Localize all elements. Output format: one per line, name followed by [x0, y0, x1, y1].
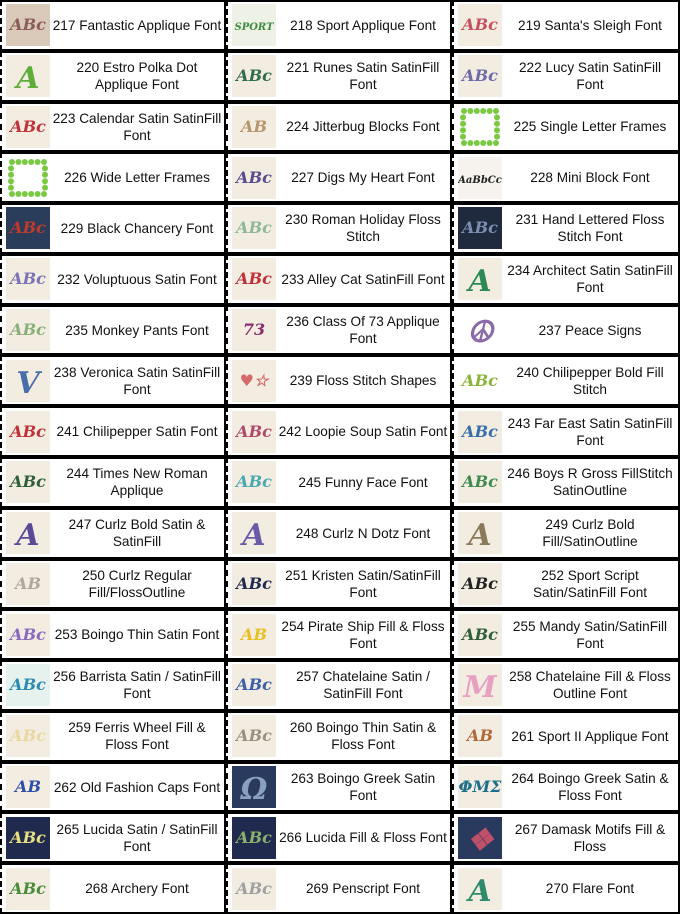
sport-applique-thumbnail-icon: [232, 4, 276, 46]
svg-text:A: A: [16, 518, 40, 554]
font-catalog-item[interactable]: [226, 609, 452, 660]
times-new-roman-abc-thumbnail-icon: [6, 461, 50, 503]
svg-text:ABc: ABc: [10, 269, 46, 289]
font-catalog-item[interactable]: [452, 762, 680, 813]
boingo-floss-abc-thumbnail-icon: [232, 715, 276, 757]
santas-sleigh-thumbnail-icon: [458, 4, 502, 46]
svg-text:ABc: ABc: [462, 370, 498, 390]
font-catalog-item[interactable]: [452, 711, 680, 762]
penscript-abc-thumbnail-icon: [232, 868, 276, 910]
font-item-label: 261 Sport II Applique Font: [511, 728, 669, 744]
font-item-label: 239 Floss Stitch Shapes: [289, 373, 437, 389]
monkey-pants-thumbnail-icon: [6, 309, 50, 351]
font-catalog-item[interactable]: [452, 508, 680, 559]
svg-text:ABc: ABc: [10, 421, 46, 441]
far-east-thumbnail-icon: [458, 411, 502, 453]
font-item-label: 238 Veronica Satin SatinFill Font: [53, 364, 221, 397]
font-catalog-item[interactable]: [0, 203, 226, 254]
font-item-label: 235 Monkey Pants Font: [65, 322, 209, 338]
font-catalog-item[interactable]: [226, 711, 452, 762]
font-catalog-item[interactable]: [0, 305, 226, 356]
voluptuous-abc-thumbnail-icon: [6, 258, 50, 300]
font-item-label: 242 Loopie Soup Satin Font: [278, 424, 448, 440]
font-catalog-item[interactable]: [226, 559, 452, 610]
font-item-label: 269 Penscript Font: [305, 881, 421, 897]
font-catalog-item[interactable]: [452, 51, 680, 102]
peace-signs-thumbnail-icon: [458, 309, 502, 351]
font-item-label: 251 Kristen Satin/SatinFill Font: [285, 567, 441, 600]
font-item-label: 259 Ferris Wheel Fill & Floss Font: [68, 720, 206, 753]
font-item-label: 262 Old Fashion Caps Font: [53, 779, 221, 795]
svg-text:ABc: ABc: [10, 116, 46, 136]
font-catalog-item[interactable]: [452, 812, 680, 863]
font-item-label: 225 Single Letter Frames: [513, 119, 667, 135]
font-catalog-item[interactable]: [452, 406, 680, 457]
font-item-label: 244 Times New Roman Applique: [66, 466, 208, 499]
font-catalog-item[interactable]: [452, 203, 680, 254]
calendar-abc-thumbnail-icon: [6, 106, 50, 148]
font-item-label: 229 Black Chancery Font: [60, 220, 214, 236]
svg-text:ABc: ABc: [10, 320, 46, 340]
font-item-label: 264 Boingo Greek Satin & Floss Font: [511, 771, 669, 804]
ferris-wheel-abc-thumbnail-icon: [6, 715, 50, 757]
font-item-label: 267 Damask Motifs Fill & Floss: [514, 821, 666, 854]
font-item-label: 249 Curlz Bold Fill/SatinOutline: [542, 517, 638, 550]
svg-text:ABc: ABc: [236, 421, 272, 441]
svg-text:ABc: ABc: [236, 218, 272, 238]
svg-text:AB: AB: [15, 777, 41, 797]
font-item-label: 223 Calendar Satin SatinFill Font: [52, 110, 222, 143]
svg-text:V: V: [16, 365, 40, 401]
loopie-soup-thumbnail-icon: [232, 411, 276, 453]
boingo-greek-omega-thumbnail-icon: [232, 766, 276, 808]
font-catalog-item[interactable]: [226, 152, 452, 203]
font-catalog-item[interactable]: [0, 508, 226, 559]
font-item-label: 246 Boys R Gross FillStitch SatinOutline: [507, 466, 673, 499]
floss-shapes-thumbnail-icon: [232, 360, 276, 402]
boys-r-gross-abc-thumbnail-icon: [458, 461, 502, 503]
font-item-label: 245 Funny Face Font: [298, 474, 428, 490]
svg-text:ABc: ABc: [236, 726, 272, 746]
font-item-label: 250 Curlz Regular Fill/FlossOutline: [82, 567, 192, 600]
chilipepper-bold-thumbnail-icon: [458, 360, 502, 402]
svg-text:ABc: ABc: [10, 218, 46, 238]
lucida-fill-abc-thumbnail-icon: [232, 817, 276, 859]
svg-text:ABc: ABc: [236, 878, 272, 898]
svg-text:AaBbCc: AaBbCc: [458, 174, 502, 186]
font-item-label: 221 Runes Satin SatinFill Font: [286, 60, 440, 93]
class-of-73-thumbnail-icon: [232, 309, 276, 351]
font-item-label: 226 Wide Letter Frames: [64, 170, 210, 186]
black-chancery-thumbnail-icon: [6, 207, 50, 249]
svg-text:ABc: ABc: [236, 269, 272, 289]
font-item-label: 266 Lucida Fill & Floss Font: [279, 830, 447, 846]
font-catalog-item[interactable]: [0, 254, 226, 305]
chatelaine-letter-m-thumbnail-icon: [458, 664, 502, 706]
svg-text:ΦΜΣ: ΦΜΣ: [458, 777, 502, 797]
svg-text:ABc: ABc: [462, 573, 498, 593]
barrista-abc-thumbnail-icon: [6, 664, 50, 706]
font-catalog-item[interactable]: [0, 51, 226, 102]
font-catalog-item[interactable]: [0, 559, 226, 610]
svg-text:A: A: [242, 518, 266, 554]
font-catalog-item[interactable]: [452, 863, 680, 914]
font-catalog-item[interactable]: [226, 812, 452, 863]
runes-abc-thumbnail-icon: [232, 55, 276, 97]
curlz-bold-letter-a-thumbnail-icon: [6, 512, 50, 554]
font-catalog-item[interactable]: [0, 762, 226, 813]
font-item-label: 247 Curlz Bold Satin & SatinFill: [68, 517, 206, 550]
svg-text:AB: AB: [15, 573, 41, 593]
font-catalog-item[interactable]: [0, 609, 226, 660]
digs-my-heart-thumbnail-icon: [232, 157, 276, 199]
font-item-label: 219 Santa's Sleigh Font: [518, 17, 662, 33]
svg-text:ABc: ABc: [462, 15, 498, 35]
font-catalog-item[interactable]: [452, 457, 680, 508]
font-catalog-item[interactable]: [452, 305, 680, 356]
svg-text:AB: AB: [241, 116, 267, 136]
font-catalog-item[interactable]: [226, 457, 452, 508]
dot-frame-thumbnail-icon: [458, 106, 502, 148]
svg-text:SPORT: SPORT: [234, 22, 274, 34]
font-catalog-item[interactable]: [226, 406, 452, 457]
font-catalog-item[interactable]: [0, 406, 226, 457]
svg-text:ABc: ABc: [10, 827, 46, 847]
svg-text:ABc: ABc: [462, 218, 498, 238]
sport-ii-ab-thumbnail-icon: [458, 715, 502, 757]
font-item-label: 236 Class Of 73 Applique Font: [286, 314, 440, 347]
font-item-label: 230 Roman Holiday Floss Stitch: [285, 212, 441, 245]
svg-text:ABc: ABc: [10, 15, 46, 35]
svg-text:ABc: ABc: [236, 675, 272, 695]
svg-text:A: A: [468, 873, 492, 909]
font-catalog-item[interactable]: [452, 660, 680, 711]
greek-letters-thumbnail-icon: [458, 766, 502, 808]
architect-letter-a-thumbnail-icon: [458, 258, 502, 300]
font-catalog-item[interactable]: [0, 711, 226, 762]
font-item-label: 233 Alley Cat SatinFill Font: [281, 271, 445, 287]
font-item-label: 228 Mini Block Font: [530, 170, 650, 186]
font-item-label: 252 Sport Script Satin/SatinFill Font: [532, 567, 648, 600]
font-item-label: 263 Boingo Greek Satin Font: [290, 771, 436, 804]
font-catalog-item[interactable]: [0, 152, 226, 203]
kristen-abcd-thumbnail-icon: [232, 563, 276, 605]
chilipepper-satin-thumbnail-icon: [6, 411, 50, 453]
font-item-label: 260 Boingo Thin Satin & Floss Font: [289, 720, 437, 753]
veronica-letter-v-thumbnail-icon: [6, 360, 50, 402]
font-item-label: 241 Chilipepper Satin Font: [56, 424, 218, 440]
font-item-label: 258 Chatelaine Fill & Floss Outline Font: [509, 669, 671, 702]
svg-text:ABc: ABc: [10, 624, 46, 644]
svg-text:ABc: ABc: [236, 472, 272, 492]
font-catalog-item[interactable]: [452, 254, 680, 305]
curlz-n-dotz-letter-a-thumbnail-icon: [232, 512, 276, 554]
font-catalog-item[interactable]: [0, 457, 226, 508]
font-catalog-item[interactable]: [226, 762, 452, 813]
font-item-label: 218 Sport Applique Font: [290, 17, 436, 33]
font-catalog-item[interactable]: [226, 508, 452, 559]
svg-text:ABc: ABc: [10, 726, 46, 746]
mandy-abc-thumbnail-icon: [458, 614, 502, 656]
font-item-label: 232 Voluptuous Satin Font: [57, 271, 217, 287]
svg-text:♥☆: ♥☆: [239, 370, 269, 390]
font-catalog-item[interactable]: [226, 305, 452, 356]
svg-text:73: 73: [242, 320, 266, 340]
old-fashion-ab-thumbnail-icon: [6, 766, 50, 808]
font-item-label: 227 Digs My Heart Font: [291, 170, 435, 186]
hand-lettered-thumbnail-icon: [458, 207, 502, 249]
svg-text:ABc: ABc: [236, 573, 272, 593]
font-item-label: 231 Hand Lettered Floss Stitch Font: [515, 212, 665, 245]
font-item-label: 237 Peace Signs: [538, 322, 642, 338]
svg-text:ABc: ABc: [236, 66, 272, 86]
curlz-fill-letter-a-thumbnail-icon: [458, 512, 502, 554]
font-item-label: 220 Estro Polka Dot Applique Font: [76, 60, 198, 93]
abc-applique-thumbnail-icon: [6, 4, 50, 46]
font-catalog-item[interactable]: [452, 559, 680, 610]
font-catalog-item[interactable]: [452, 102, 680, 153]
jitterbug-ab-thumbnail-icon: [232, 106, 276, 148]
font-catalog-item[interactable]: [226, 0, 452, 51]
font-catalog-item[interactable]: [226, 355, 452, 406]
svg-text:ABc: ABc: [462, 421, 498, 441]
font-item-label: 255 Mandy Satin/SatinFill Font: [512, 618, 668, 651]
svg-text:ABc: ABc: [462, 66, 498, 86]
svg-text:ABc: ABc: [236, 827, 272, 847]
svg-text:A: A: [468, 264, 492, 300]
svg-text:ABc: ABc: [10, 878, 46, 898]
font-catalog-item[interactable]: [452, 609, 680, 660]
funny-face-thumbnail-icon: [232, 461, 276, 503]
svg-text:ABc: ABc: [10, 675, 46, 695]
svg-text:AB: AB: [241, 624, 267, 644]
svg-text:☮: ☮: [466, 315, 494, 351]
font-item-label: 268 Archery Font: [85, 881, 189, 897]
svg-text:ABc: ABc: [236, 167, 272, 187]
font-catalog-item[interactable]: [452, 0, 680, 51]
font-catalog-item[interactable]: [226, 254, 452, 305]
mini-block-thumbnail-icon: [458, 157, 502, 199]
font-item-label: 254 Pirate Ship Fill & Floss Font: [281, 618, 445, 651]
font-item-label: 240 Chilipepper Bold Fill Stitch: [516, 364, 664, 397]
font-item-label: 224 Jitterbug Blocks Font: [286, 119, 440, 135]
svg-text:AB: AB: [467, 726, 493, 746]
font-catalog-item[interactable]: [0, 660, 226, 711]
pirate-ship-ab-thumbnail-icon: [232, 614, 276, 656]
roman-holiday-thumbnail-icon: [232, 207, 276, 249]
font-catalog-item[interactable]: [226, 51, 452, 102]
svg-text:ABc: ABc: [462, 624, 498, 644]
font-catalog-item[interactable]: [0, 812, 226, 863]
font-catalog-item[interactable]: [226, 203, 452, 254]
font-item-label: 253 Boingo Thin Satin Font: [54, 627, 220, 643]
wide-dot-frame-thumbnail-icon: [6, 157, 50, 199]
svg-text:ABc: ABc: [462, 472, 498, 492]
font-item-label: 265 Lucida Satin / SatinFill Font: [56, 821, 218, 854]
font-item-label: 222 Lucy Satin SatinFill Font: [518, 60, 662, 93]
font-item-label: 256 Barrista Satin / SatinFill Font: [53, 669, 221, 702]
font-item-label: 234 Architect Satin SatinFill Font: [507, 263, 673, 296]
font-item-label: 257 Chatelaine Satin / SatinFill Font: [296, 669, 430, 702]
font-catalog-item[interactable]: [0, 0, 226, 51]
font-catalog-item[interactable]: [0, 102, 226, 153]
font-catalog-item[interactable]: [226, 863, 452, 914]
svg-text:M: M: [463, 670, 497, 706]
font-catalog-item[interactable]: [452, 355, 680, 406]
lucy-abc-thumbnail-icon: [458, 55, 502, 97]
sport-script-abc-thumbnail-icon: [458, 563, 502, 605]
svg-text:ABc: ABc: [10, 472, 46, 492]
svg-text:❖: ❖: [466, 822, 494, 858]
font-catalog-item[interactable]: [226, 660, 452, 711]
damask-motif-thumbnail-icon: [458, 817, 502, 859]
polka-dot-letter-a-thumbnail-icon: [6, 55, 50, 97]
svg-text:A: A: [468, 518, 492, 554]
font-item-label: 217 Fantastic Applique Font: [52, 17, 222, 33]
archery-abc-thumbnail-icon: [6, 868, 50, 910]
font-catalog-item[interactable]: [0, 863, 226, 914]
lucida-satin-abc-thumbnail-icon: [6, 817, 50, 859]
font-item-label: 243 Far East Satin SatinFill Font: [507, 415, 673, 448]
svg-text:A: A: [16, 61, 40, 97]
curlz-regular-ab-thumbnail-icon: [6, 563, 50, 605]
svg-text:Ω: Ω: [240, 772, 268, 808]
boingo-thin-abc-thumbnail-icon: [6, 614, 50, 656]
font-catalog-item[interactable]: [0, 355, 226, 406]
font-item-label: 270 Flare Font: [545, 881, 635, 897]
chatelaine-abc-thumbnail-icon: [232, 664, 276, 706]
flare-letter-a-thumbnail-icon: [458, 868, 502, 910]
alley-cat-abc-thumbnail-icon: [232, 258, 276, 300]
font-item-label: 248 Curlz N Dotz Font: [295, 525, 431, 541]
font-catalog-item[interactable]: [452, 152, 680, 203]
font-catalog-item[interactable]: [226, 102, 452, 153]
